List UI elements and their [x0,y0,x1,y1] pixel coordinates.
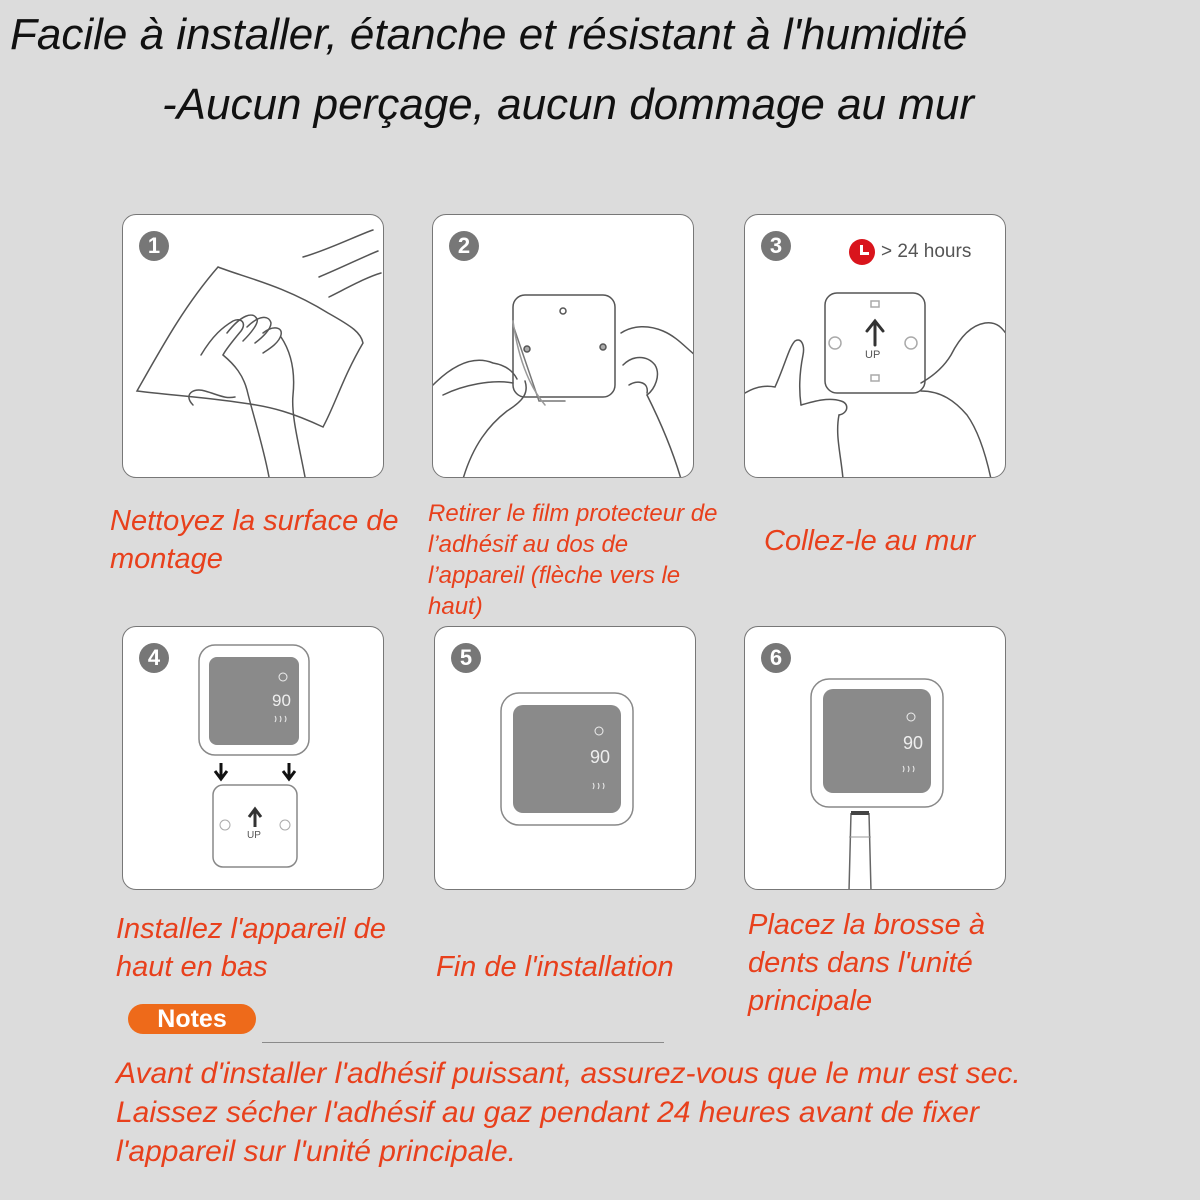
headline-line-1: Facile à installer, étanche et résistant à l'humidité [10,10,968,59]
step-4-panel [122,626,384,890]
step-1-caption: Nettoyez la surface de montage [110,505,399,575]
step-3-panel [744,214,1006,478]
notes-line-2: Laissez sécher l'adhésif au gaz pendant 24 heures avant de fixer [116,1096,979,1129]
headline-line-2: -Aucun perçage, aucun dommage au mur [162,80,975,129]
display-value: 90 [272,691,291,710]
step-6-number: 6 [761,643,791,673]
step-5-panel [434,626,696,890]
up-label: UP [247,830,261,841]
notes-divider [262,1042,664,1043]
step-6-caption: Placez la brosse à dents dans l'unité principale [748,909,985,1017]
step-2-number: 2 [449,231,479,261]
up-label: UP [865,349,881,361]
step-2-panel [432,214,694,478]
notes-badge: Notes [128,1004,256,1034]
step-3-number: 3 [761,231,791,261]
clock-icon [849,239,875,265]
display-value: 90 [903,733,924,753]
step-4-caption: Installez l'appareil de haut en bas [116,913,386,983]
notes-text [116,1054,1176,1171]
display-value: 90 [590,747,611,767]
step-1-number: 1 [139,231,169,261]
timer-label: > 24 hours [881,241,972,262]
step-3-caption: Collez-le au mur [764,525,976,557]
step-5-caption: Fin de l'installation [436,951,674,983]
notes-line-3: l'appareil sur l'unité principale. [116,1135,517,1168]
step-6-panel [744,626,1006,890]
step-5-number: 5 [451,643,481,673]
step-2-caption: Retirer le film protecteur de l’adhésif au dos de l’appareil (flèche vers le haut) [428,500,718,620]
step-1-panel [122,214,384,478]
step-4-number: 4 [139,643,169,673]
timer-badge [849,239,971,265]
notes-line-1: Avant d'installer l'adhésif puissant, assurez-vous que le mur est sec. [116,1057,1021,1090]
